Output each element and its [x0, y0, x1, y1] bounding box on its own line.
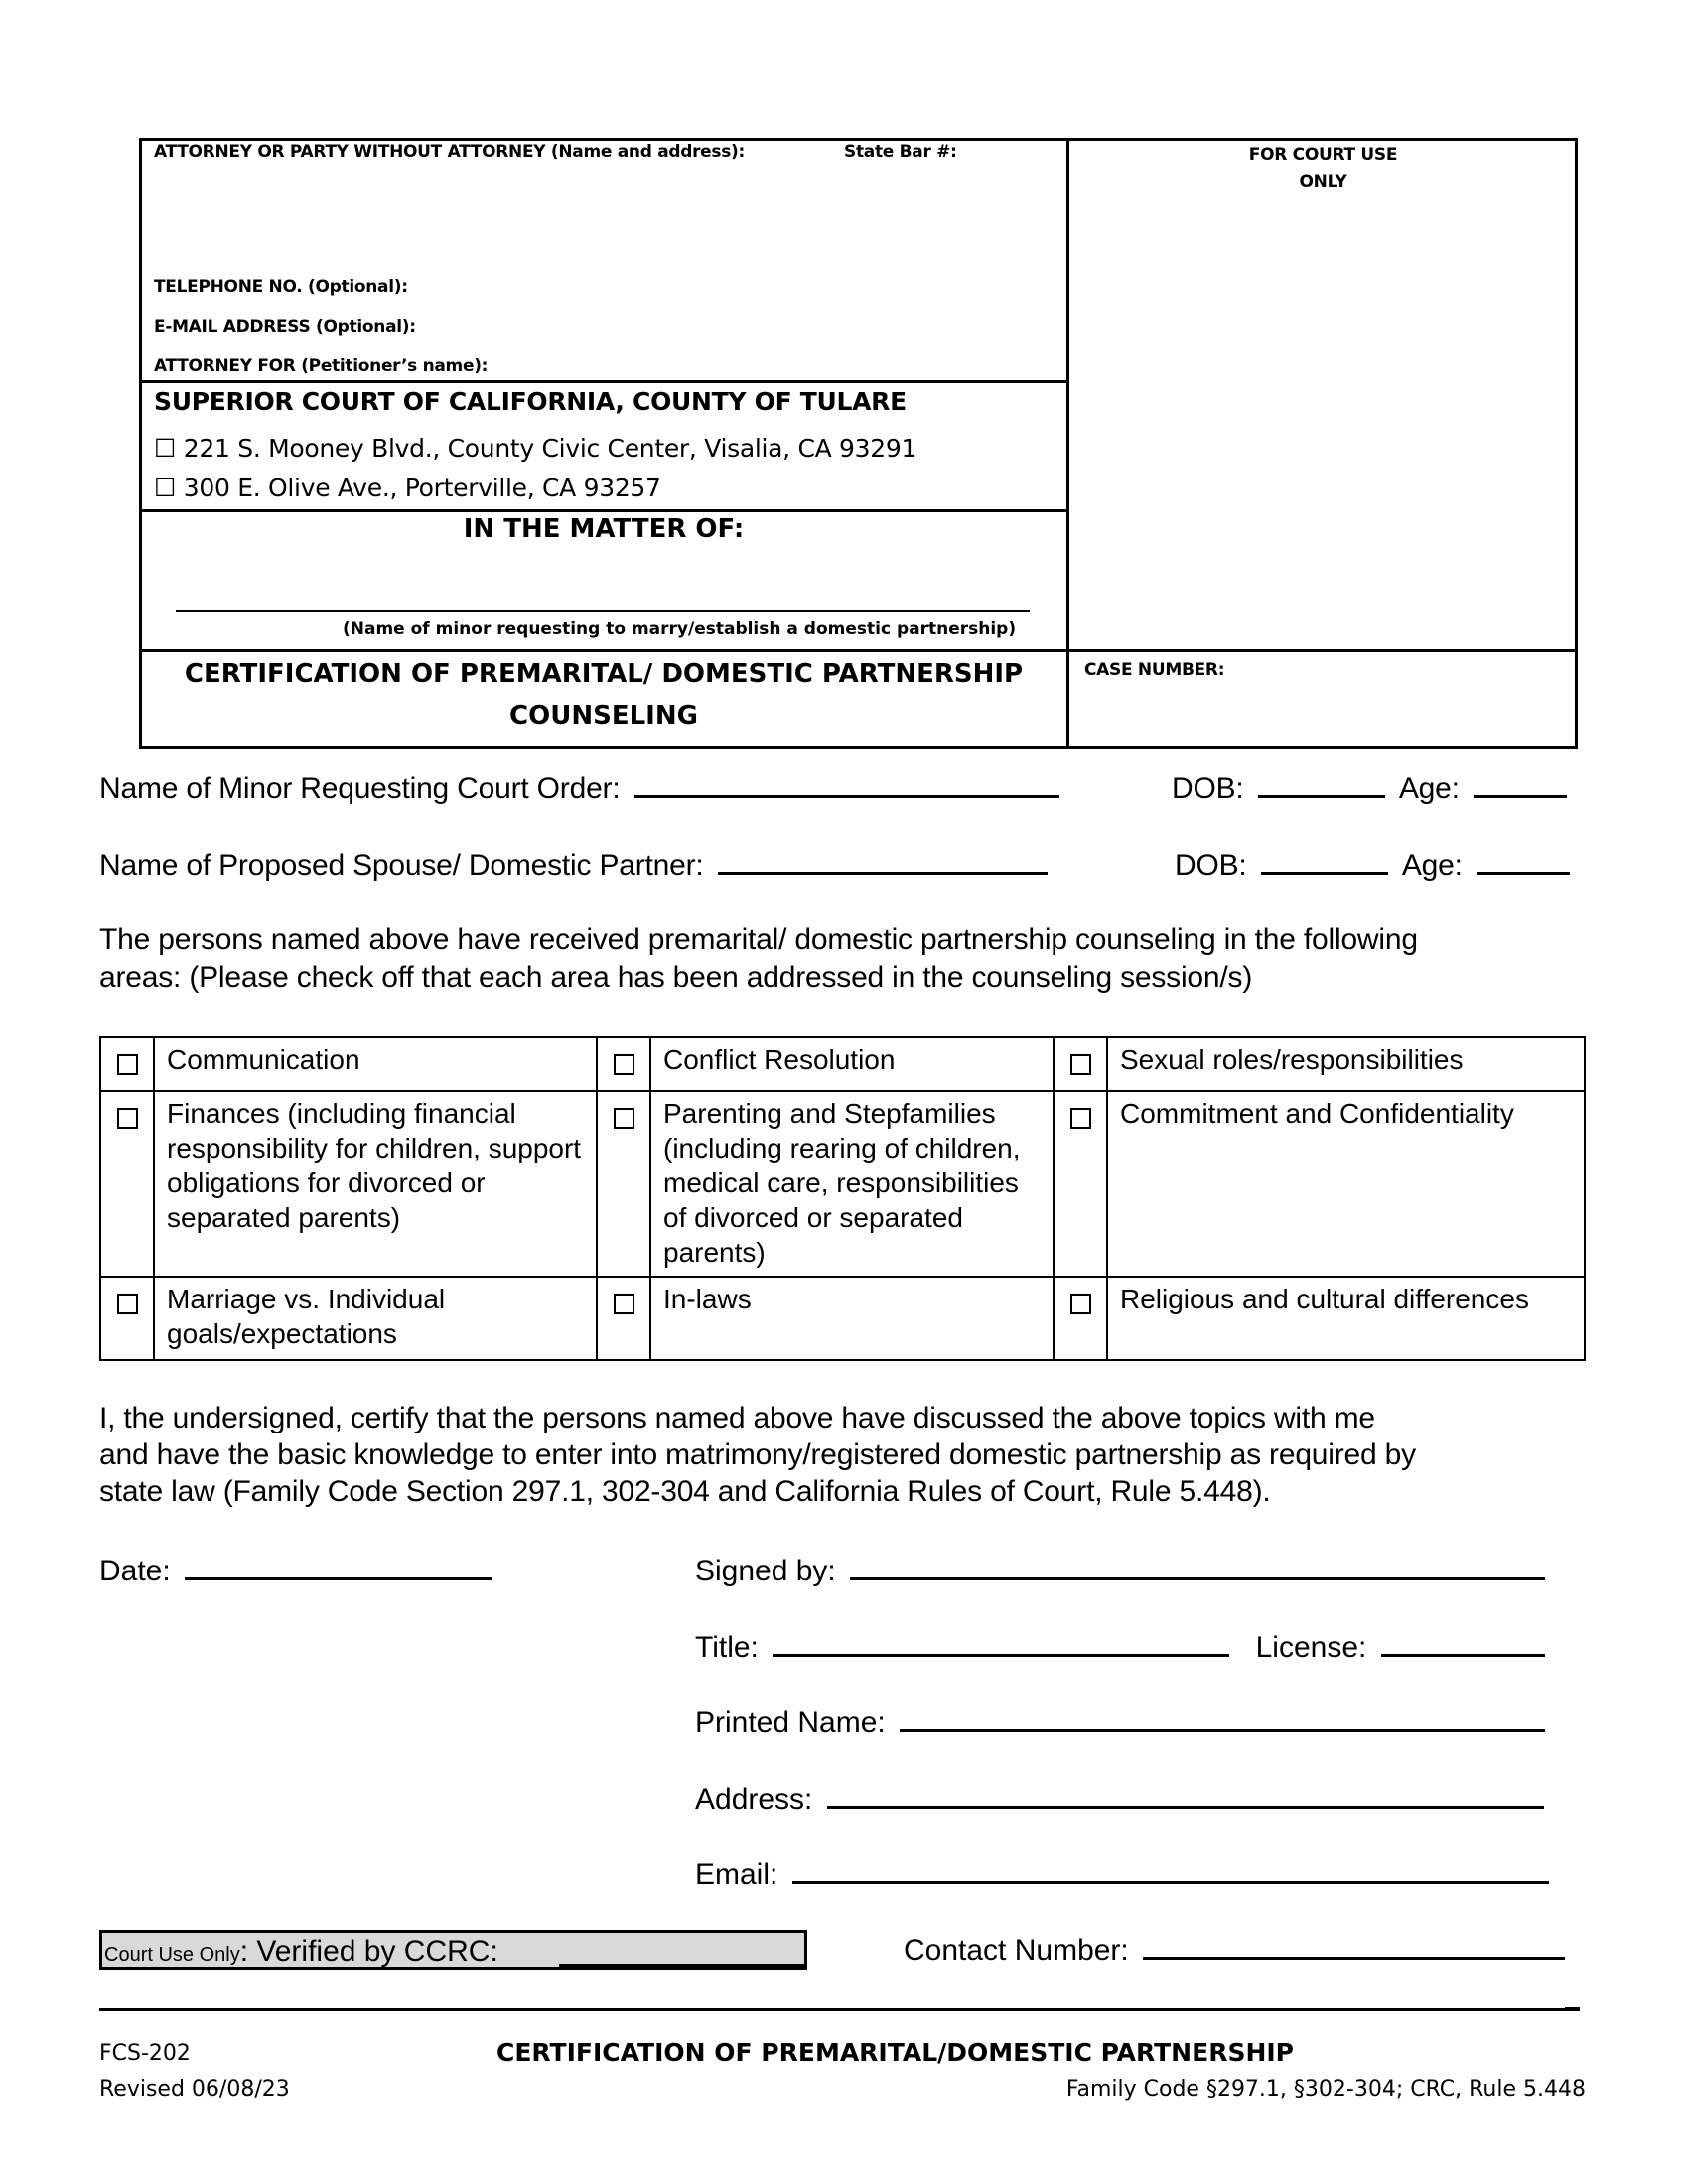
address-label: Address: [695, 1783, 813, 1816]
location-address: 300 E. Olive Ave., Porterville, CA 93257 [183, 474, 661, 502]
court-use-only-label [1068, 142, 1578, 196]
attorney-name-address-field[interactable] [149, 169, 1057, 273]
case-number-field[interactable] [1082, 685, 1569, 740]
signed-by-field[interactable] [850, 1552, 1545, 1580]
court-name: SUPERIOR COURT OF CALIFORNIA, COUNTY OF TULARE [154, 387, 907, 416]
intro-text [99, 921, 1418, 997]
title-label: Title: [695, 1631, 759, 1664]
table-row [100, 1037, 1585, 1091]
date-field[interactable] [185, 1552, 492, 1580]
certification-line2: and have the basic knowledge to enter into matrimony/registered domestic partnership as required by [99, 1438, 1416, 1471]
email-field[interactable] [792, 1855, 1549, 1884]
minor-name-field[interactable] [634, 769, 1059, 798]
matter-caption: (Name of minor requesting to marry/establish a domestic partnership) [343, 619, 1017, 639]
printed-name-label: Printed Name: [695, 1706, 886, 1739]
spouse-age-label: Age: [1401, 849, 1463, 882]
minor-dob-age [1172, 769, 1567, 806]
spouse-dob-label: DOB: [1175, 849, 1247, 882]
spouse-age-field[interactable] [1477, 846, 1570, 875]
address-row [695, 1780, 1544, 1817]
title-row [695, 1628, 1545, 1665]
contact-number-row [904, 1931, 1565, 1968]
table-row [100, 1277, 1585, 1360]
contact-number-label: Contact Number: [904, 1934, 1129, 1967]
minor-row [99, 769, 1059, 806]
checkbox-cell[interactable] [1054, 1037, 1107, 1091]
court-use-line1: FOR COURT USE [1248, 145, 1398, 165]
certification-line3: state law (Family Code Section 297.1, 302-304 and California Rules of Court, Rule 5.448). [99, 1475, 1271, 1508]
form-title [139, 653, 1068, 737]
case-number-label: CASE NUMBER: [1084, 660, 1225, 680]
state-bar-label: State Bar #: [844, 142, 957, 162]
checkbox-parenting[interactable] [614, 1108, 634, 1129]
minor-dob-field[interactable] [1258, 769, 1385, 798]
certification-line1: I, the undersigned, certify that the persons named above have discussed the above topics with me [99, 1402, 1375, 1434]
topic-conflict-resolution: Conflict Resolution [650, 1037, 1054, 1091]
divider-matter-title [139, 649, 1578, 652]
footer-divider [99, 2008, 1579, 2011]
topic-communication: Communication [154, 1037, 597, 1091]
address-field[interactable] [827, 1780, 1544, 1809]
checkbox-finances[interactable] [117, 1108, 138, 1129]
topic-marriage-goals: Marriage vs. Individual goals/expectations [154, 1277, 597, 1360]
footer-title: CERTIFICATION OF PREMARITAL/DOMESTIC PARTNERSHIP [496, 2038, 1294, 2067]
email-label: Email: [695, 1858, 778, 1891]
license-field[interactable] [1381, 1628, 1545, 1657]
court-use-line2: ONLY [1299, 172, 1347, 192]
signed-by-row [695, 1552, 1545, 1588]
matter-name-field[interactable] [176, 608, 1030, 612]
checkbox-communication[interactable] [117, 1054, 138, 1075]
location-porterville[interactable] [154, 474, 661, 502]
checkbox-cell[interactable] [1054, 1091, 1107, 1277]
attorney-label: ATTORNEY OR PARTY WITHOUT ATTORNEY (Name and address): [154, 142, 746, 162]
checkbox-cell[interactable] [100, 1277, 154, 1360]
topic-sexual-roles: Sexual roles/responsibilities [1107, 1037, 1585, 1091]
title-field[interactable] [773, 1628, 1229, 1657]
revised-date: Revised 06/08/23 [99, 2077, 290, 2102]
topic-commitment: Commitment and Confidentiality [1107, 1091, 1585, 1277]
checkbox-icon[interactable]: ☐ [154, 474, 177, 502]
checkbox-religious-cultural[interactable] [1070, 1294, 1091, 1314]
checkbox-in-laws[interactable] [614, 1294, 634, 1314]
form-title-line2: COUNSELING [509, 701, 698, 731]
contact-number-field[interactable] [1143, 1931, 1565, 1960]
printed-name-field[interactable] [900, 1704, 1545, 1732]
divider-court-matter [139, 509, 1068, 512]
court-use-verification-box [99, 1930, 807, 1970]
divider-attorney-court [139, 380, 1068, 383]
telephone-label: TELEPHONE NO. (Optional): [154, 277, 408, 297]
topic-parenting: Parenting and Stepfamilies (including rearing of children, medical care, responsibilities of divorced or separated parents) [650, 1091, 1054, 1277]
minor-age-label: Age: [1398, 772, 1460, 805]
spouse-name-label: Name of Proposed Spouse/ Domestic Partner: [99, 849, 704, 882]
verified-by-ccrc-label: : Verified by CCRC: [239, 1935, 498, 1968]
date-label: Date: [99, 1555, 171, 1587]
checkbox-cell[interactable] [597, 1277, 650, 1360]
checkbox-marriage-goals[interactable] [117, 1294, 138, 1314]
spouse-row [99, 846, 1048, 883]
license-label: License: [1255, 1631, 1367, 1664]
verified-by-ccrc-field[interactable] [559, 1964, 807, 1970]
topics-table [99, 1036, 1586, 1361]
topic-religious-cultural: Religious and cultural differences [1107, 1277, 1585, 1360]
checkbox-conflict-resolution[interactable] [614, 1054, 634, 1075]
checkbox-cell[interactable] [1054, 1277, 1107, 1360]
checkbox-cell[interactable] [597, 1091, 650, 1277]
footer-citation: Family Code §297.1, §302-304; CRC, Rule 5.448 [1065, 2077, 1586, 2102]
signed-by-label: Signed by: [695, 1555, 836, 1587]
location-visalia[interactable] [154, 434, 916, 463]
intro-line2: areas: (Please check off that each area has been addressed in the counseling session/s) [99, 961, 1253, 994]
email-label: E-MAIL ADDRESS (Optional): [154, 317, 416, 337]
date-row [99, 1552, 492, 1588]
certification-text [99, 1400, 1416, 1510]
matter-label: IN THE MATTER OF: [463, 514, 745, 544]
form-number: FCS-202 [99, 2041, 191, 2066]
table-row [100, 1091, 1585, 1277]
checkbox-sexual-roles[interactable] [1070, 1054, 1091, 1075]
topic-finances: Finances (including financial responsibility for children, support obligations for divorced or separated parents) [154, 1091, 597, 1277]
checkbox-commitment[interactable] [1070, 1108, 1091, 1129]
spouse-name-field[interactable] [718, 846, 1048, 875]
checkbox-cell[interactable] [100, 1037, 154, 1091]
topic-in-laws: In-laws [650, 1277, 1054, 1360]
spouse-dob-age [1175, 846, 1570, 883]
minor-name-label: Name of Minor Requesting Court Order: [99, 772, 621, 805]
minor-dob-label: DOB: [1172, 772, 1244, 805]
footer-divider-tick [1565, 2007, 1580, 2011]
attorney-for-label: ATTORNEY FOR (Petitioner’s name): [154, 356, 489, 376]
minor-age-field[interactable] [1474, 769, 1567, 798]
checkbox-cell[interactable] [100, 1091, 154, 1277]
checkbox-cell[interactable] [597, 1037, 650, 1091]
spouse-dob-field[interactable] [1261, 846, 1388, 875]
intro-line1: The persons named above have received premarital/ domestic partnership counseling in the following [99, 923, 1418, 956]
form-title-line1: CERTIFICATION OF PREMARITAL/ DOMESTIC PARTNERSHIP [184, 659, 1024, 689]
location-address: 221 S. Mooney Blvd., County Civic Center, Visalia, CA 93291 [183, 434, 917, 463]
printed-name-row [695, 1704, 1545, 1740]
court-use-only-small-label: Court Use Only [104, 1944, 240, 1966]
email-row [695, 1855, 1549, 1892]
checkbox-icon[interactable]: ☐ [154, 434, 177, 463]
